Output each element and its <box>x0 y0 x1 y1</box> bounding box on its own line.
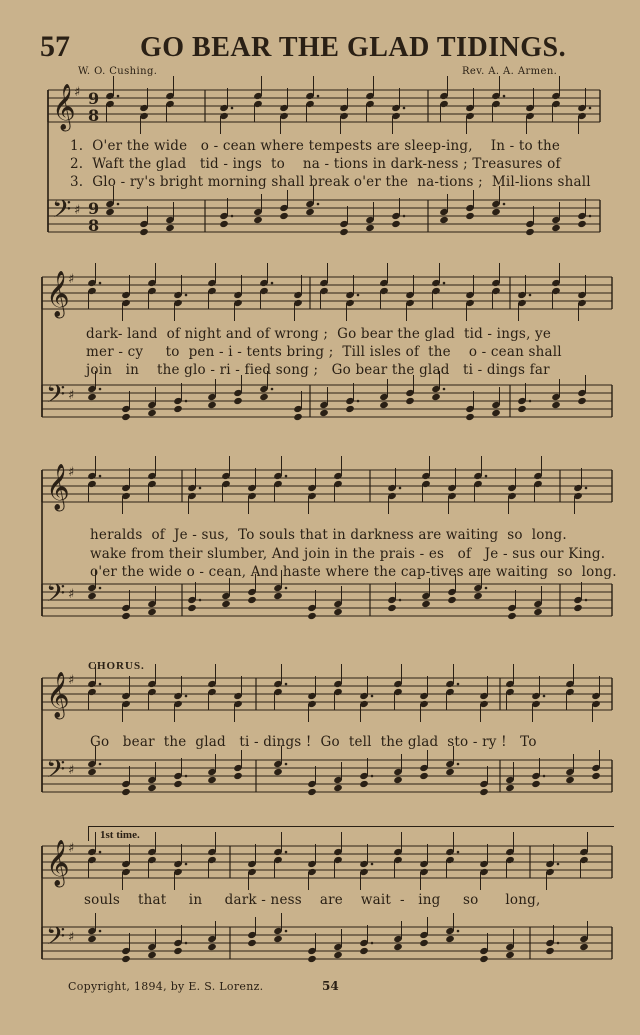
note-head <box>545 947 555 955</box>
bass-clef: 𝄢 <box>46 579 66 614</box>
note-head <box>419 939 429 947</box>
note-head <box>393 943 403 951</box>
hymn-title: GO BEAR THE GLAD TIDINGS. <box>140 32 567 63</box>
lyricist-credit: W. O. Cushing. <box>78 66 158 77</box>
hymn-number: 57 <box>40 30 70 63</box>
chorus-line-1: Go bear the glad ti - dings ! Go tell the glad sto - ry ! To <box>90 734 537 750</box>
composer-credit: Rev. A. A. Armen. <box>462 66 558 77</box>
svg-text:8: 8 <box>88 106 100 125</box>
verse-3-line-3: o'er the wide o - cean, And haste where the cap-tives are waiting so long. <box>90 564 617 580</box>
treble-clef: 𝄞 <box>52 84 76 130</box>
note-head <box>121 955 131 963</box>
treble-clef: 𝄞 <box>46 271 70 317</box>
note-head <box>333 951 343 959</box>
chorus-line-2: souls that in dark - ness are wait - ing so long, <box>84 892 541 908</box>
bass-clef: 𝄢 <box>46 380 66 415</box>
verse-2-line-3: wake from their slumber, And join in the prais - es of Je - sus our King. <box>90 546 606 562</box>
copyright-notice: Copyright, 1894, by E. S. Lorenz. <box>68 980 264 993</box>
key-signature-sharp: ♯ <box>74 85 81 100</box>
note-head <box>445 935 455 943</box>
note-head <box>307 955 317 963</box>
note-head <box>247 939 257 947</box>
treble-clef: 𝄞 <box>46 672 70 718</box>
verse-2-line-1: 2. Waft the glad tid - ings to na - tions in dark-ness ; Treasures of <box>70 156 561 172</box>
key-signature-sharp: ♯ <box>68 587 75 602</box>
treble-clef: 𝄞 <box>46 464 70 510</box>
key-signature-sharp: ♯ <box>68 465 75 480</box>
note-head <box>87 935 97 943</box>
svg-text:9: 9 <box>88 89 100 108</box>
note-head <box>479 955 489 963</box>
verse-1-line-2: dark- land of night and of wrong ; Go bear the glad tid - ings, ye <box>86 326 552 342</box>
svg-text:8: 8 <box>88 216 100 235</box>
verse-1-line-3: heralds of Je - sus, To souls that in darkness are waiting so long. <box>90 527 567 543</box>
verse-3-line-1: 3. Glo - ry's bright morning shall break o'er the na-tions ; Mil-lions shall <box>70 174 591 190</box>
treble-clef: 𝄞 <box>46 840 70 886</box>
svg-text:9: 9 <box>88 199 100 218</box>
key-signature-sharp: ♯ <box>68 388 75 403</box>
note-head <box>147 951 157 959</box>
chorus-label: CHORUS. <box>88 660 145 672</box>
key-signature-sharp: ♯ <box>68 272 75 287</box>
note-head <box>207 943 217 951</box>
bass-clef: 𝄢 <box>46 922 66 957</box>
key-signature-sharp: ♯ <box>68 673 75 688</box>
key-signature-sharp: ♯ <box>74 203 81 218</box>
bass-clef: 𝄢 <box>46 755 66 790</box>
first-ending-label: 1st time. <box>100 829 140 841</box>
page-number: 54 <box>322 979 339 993</box>
note-head <box>359 947 369 955</box>
verse-2-line-2: mer - cy to pen - i - tents bring ; Till isles of the o - cean shall <box>86 344 562 360</box>
key-signature-sharp: ♯ <box>68 841 75 856</box>
note-head <box>579 943 589 951</box>
bass-clef: 𝄢 <box>52 195 72 230</box>
note-head <box>273 935 283 943</box>
verse-1-line-1: 1. O'er the wide o - cean where tempests are sleep-ing, In - to the <box>70 138 561 154</box>
verse-3-line-2: join in the glo - ri - fied song ; Go bear the glad ti - dings far <box>86 362 550 378</box>
key-signature-sharp: ♯ <box>68 763 75 778</box>
note-head <box>173 947 183 955</box>
key-signature-sharp: ♯ <box>68 930 75 945</box>
note-head <box>505 951 515 959</box>
